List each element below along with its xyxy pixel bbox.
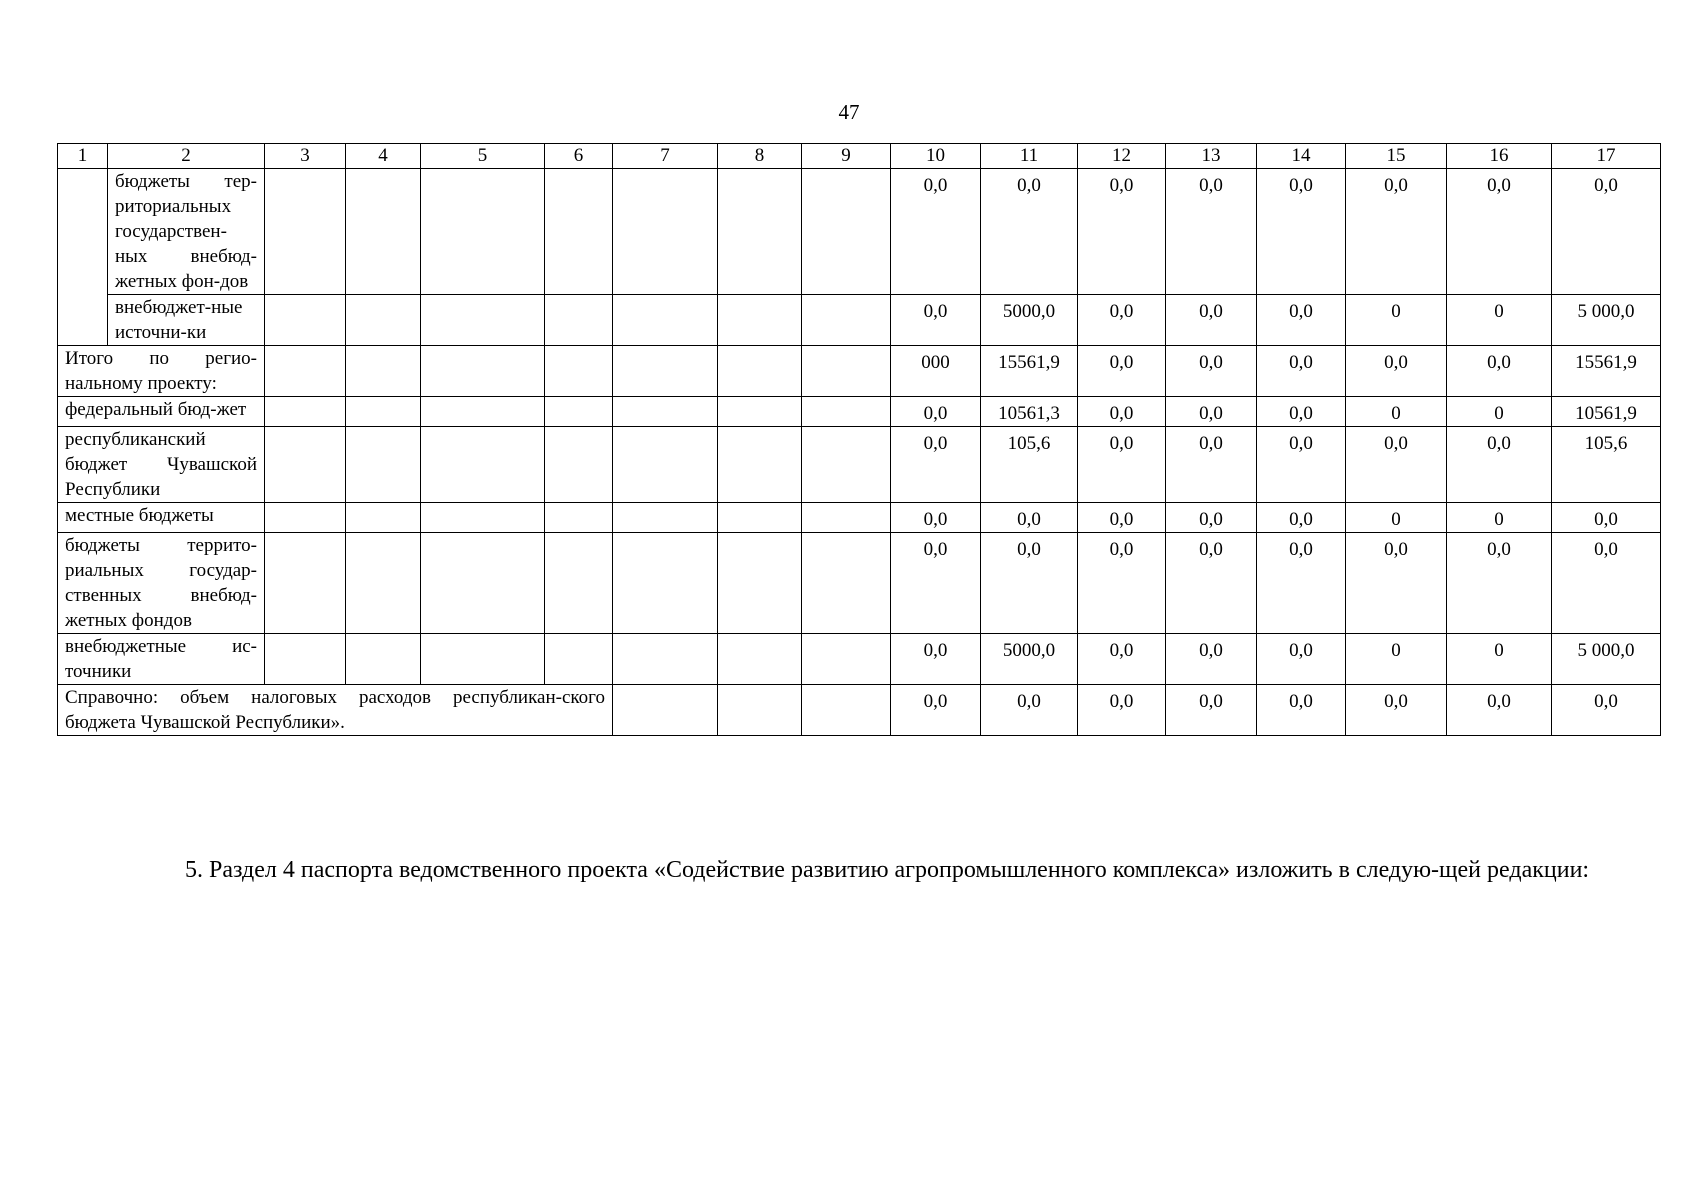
column-header: 8	[718, 144, 802, 169]
value-cell: 0,0	[981, 503, 1078, 533]
empty-cell	[802, 634, 891, 685]
empty-cell	[613, 169, 718, 295]
value-cell: 0,0	[1346, 346, 1447, 397]
value-cell: 0,0	[1447, 533, 1552, 634]
value-cell: 0,0	[981, 533, 1078, 634]
empty-cell	[802, 533, 891, 634]
empty-cell	[346, 295, 421, 346]
empty-cell	[421, 295, 545, 346]
empty-cell	[421, 634, 545, 685]
table-row	[58, 503, 1661, 533]
empty-cell	[265, 533, 346, 634]
empty-cell	[265, 634, 346, 685]
table-row	[58, 169, 1661, 295]
value-cell: 105,6	[1552, 427, 1661, 503]
row-label: республиканский бюджет Чувашской Республики	[58, 427, 265, 503]
column-header: 5	[421, 144, 545, 169]
value-cell: 0,0	[1257, 533, 1346, 634]
empty-cell	[265, 295, 346, 346]
empty-cell	[718, 533, 802, 634]
empty-cell	[346, 169, 421, 295]
reference-row	[58, 685, 1661, 736]
empty-cell	[718, 397, 802, 427]
value-cell: 0	[1447, 397, 1552, 427]
row-label: бюджеты тер-риториальных государствен-ных внебюд-жетных фон-дов	[108, 169, 265, 295]
table-row	[58, 427, 1661, 503]
value-cell: 10561,9	[1552, 397, 1661, 427]
value-cell: 000	[891, 346, 981, 397]
value-cell: 0,0	[1257, 634, 1346, 685]
empty-cell	[613, 427, 718, 503]
empty-cell	[58, 295, 108, 346]
table-row	[58, 295, 1661, 346]
empty-cell	[545, 634, 613, 685]
value-cell: 0,0	[891, 503, 981, 533]
value-cell: 0,0	[1166, 295, 1257, 346]
value-cell: 0,0	[1257, 346, 1346, 397]
value-cell: 0,0	[1552, 503, 1661, 533]
empty-cell	[802, 346, 891, 397]
column-header: 2	[108, 144, 265, 169]
empty-cell	[58, 169, 108, 295]
value-cell: 0,0	[1166, 634, 1257, 685]
value-cell: 0,0	[1078, 427, 1166, 503]
empty-cell	[346, 634, 421, 685]
reference-label: Справочно: объем налоговых расходов республикан-ского бюджета Чувашской Республики».	[58, 685, 613, 736]
empty-cell	[265, 503, 346, 533]
empty-cell	[545, 295, 613, 346]
column-header: 6	[545, 144, 613, 169]
table-row	[58, 397, 1661, 427]
empty-cell	[545, 397, 613, 427]
value-cell: 0,0	[1078, 634, 1166, 685]
empty-cell	[545, 169, 613, 295]
column-header: 1	[58, 144, 108, 169]
column-header: 7	[613, 144, 718, 169]
page-number: 47	[838, 100, 860, 124]
empty-cell	[346, 503, 421, 533]
value-cell: 15561,9	[1552, 346, 1661, 397]
value-cell: 0,0	[1552, 533, 1661, 634]
value-cell: 0,0	[1166, 397, 1257, 427]
value-cell: 0,0	[1257, 397, 1346, 427]
value-cell: 5 000,0	[1552, 295, 1661, 346]
empty-cell	[613, 685, 718, 736]
empty-cell	[802, 169, 891, 295]
column-header: 9	[802, 144, 891, 169]
column-header: 15	[1346, 144, 1447, 169]
empty-cell	[545, 503, 613, 533]
value-cell: 5 000,0	[1552, 634, 1661, 685]
value-cell: 0	[1447, 503, 1552, 533]
column-header: 4	[346, 144, 421, 169]
value-cell: 0,0	[1346, 427, 1447, 503]
value-cell: 0,0	[1078, 397, 1166, 427]
column-header-row	[58, 144, 1661, 169]
empty-cell	[718, 346, 802, 397]
value-cell: 0,0	[1166, 169, 1257, 295]
value-cell: 0,0	[1166, 427, 1257, 503]
row-label: федеральный бюд-жет	[58, 397, 265, 427]
empty-cell	[718, 295, 802, 346]
value-cell: 5000,0	[981, 634, 1078, 685]
value-cell: 105,6	[981, 427, 1078, 503]
value-cell: 0,0	[1447, 427, 1552, 503]
empty-cell	[613, 503, 718, 533]
value-cell: 0,0	[1257, 169, 1346, 295]
value-cell: 0,0	[981, 169, 1078, 295]
value-cell: 0	[1447, 295, 1552, 346]
value-cell: 0,0	[1166, 346, 1257, 397]
row-label: Итого по регио-нальному проекту:	[58, 346, 265, 397]
value-cell: 0,0	[891, 397, 981, 427]
column-header: 13	[1166, 144, 1257, 169]
empty-cell	[802, 397, 891, 427]
value-cell: 0,0	[1346, 533, 1447, 634]
value-cell: 0,0	[1346, 169, 1447, 295]
value-cell: 0,0	[1078, 685, 1166, 736]
body-paragraph: 5. Раздел 4 паспорта ведомственного проекта «Содействие развитию агропромышленного комплекса» изложить в следую-щей редакции:	[185, 857, 1590, 883]
empty-cell	[802, 685, 891, 736]
value-cell: 0,0	[1257, 427, 1346, 503]
value-cell: 0	[1346, 503, 1447, 533]
empty-cell	[613, 295, 718, 346]
empty-cell	[421, 427, 545, 503]
value-cell: 0	[1346, 397, 1447, 427]
value-cell: 0,0	[1447, 346, 1552, 397]
empty-cell	[346, 427, 421, 503]
empty-cell	[545, 427, 613, 503]
value-cell: 0,0	[891, 427, 981, 503]
value-cell: 0,0	[1166, 685, 1257, 736]
value-cell: 0	[1346, 634, 1447, 685]
value-cell: 0,0	[891, 533, 981, 634]
empty-cell	[421, 533, 545, 634]
empty-cell	[613, 397, 718, 427]
budget-table	[57, 143, 1661, 736]
value-cell: 0,0	[1447, 685, 1552, 736]
row-label: внебюджетные ис-точники	[58, 634, 265, 685]
empty-cell	[265, 427, 346, 503]
table-row	[58, 634, 1661, 685]
value-cell: 0,0	[891, 295, 981, 346]
empty-cell	[346, 533, 421, 634]
row-label: бюджеты террито-риальных государ-ственных внебюд-жетных фондов	[58, 533, 265, 634]
empty-cell	[265, 397, 346, 427]
empty-cell	[421, 346, 545, 397]
value-cell: 5000,0	[981, 295, 1078, 346]
value-cell: 0,0	[1552, 685, 1661, 736]
empty-cell	[346, 346, 421, 397]
value-cell: 0,0	[1447, 169, 1552, 295]
table-row	[58, 346, 1661, 397]
value-cell: 0,0	[891, 685, 981, 736]
row-label: местные бюджеты	[58, 503, 265, 533]
value-cell: 0,0	[1078, 169, 1166, 295]
empty-cell	[545, 346, 613, 397]
empty-cell	[718, 169, 802, 295]
empty-cell	[346, 397, 421, 427]
row-label: внебюджет-ные источни-ки	[108, 295, 265, 346]
table-row	[58, 533, 1661, 634]
value-cell: 0,0	[1166, 533, 1257, 634]
value-cell: 0,0	[1166, 503, 1257, 533]
value-cell: 0,0	[981, 685, 1078, 736]
column-header: 12	[1078, 144, 1166, 169]
value-cell: 0	[1447, 634, 1552, 685]
empty-cell	[421, 169, 545, 295]
value-cell: 0	[1346, 295, 1447, 346]
empty-cell	[613, 346, 718, 397]
column-header: 14	[1257, 144, 1346, 169]
column-header: 11	[981, 144, 1078, 169]
empty-cell	[718, 634, 802, 685]
empty-cell	[802, 503, 891, 533]
value-cell: 0,0	[891, 169, 981, 295]
value-cell: 15561,9	[981, 346, 1078, 397]
empty-cell	[613, 634, 718, 685]
value-cell: 0,0	[1552, 169, 1661, 295]
empty-cell	[421, 397, 545, 427]
value-cell: 0,0	[1257, 295, 1346, 346]
empty-cell	[802, 295, 891, 346]
empty-cell	[718, 427, 802, 503]
empty-cell	[265, 346, 346, 397]
empty-cell	[613, 533, 718, 634]
value-cell: 0,0	[1078, 503, 1166, 533]
value-cell: 10561,3	[981, 397, 1078, 427]
value-cell: 0,0	[1078, 533, 1166, 634]
value-cell: 0,0	[1257, 503, 1346, 533]
value-cell: 0,0	[891, 634, 981, 685]
empty-cell	[545, 533, 613, 634]
empty-cell	[718, 685, 802, 736]
value-cell: 0,0	[1078, 295, 1166, 346]
column-header: 10	[891, 144, 981, 169]
column-header: 17	[1552, 144, 1661, 169]
value-cell: 0,0	[1257, 685, 1346, 736]
empty-cell	[718, 503, 802, 533]
value-cell: 0,0	[1346, 685, 1447, 736]
empty-cell	[802, 427, 891, 503]
empty-cell	[265, 169, 346, 295]
value-cell: 0,0	[1078, 346, 1166, 397]
column-header: 3	[265, 144, 346, 169]
column-header: 16	[1447, 144, 1552, 169]
empty-cell	[421, 503, 545, 533]
